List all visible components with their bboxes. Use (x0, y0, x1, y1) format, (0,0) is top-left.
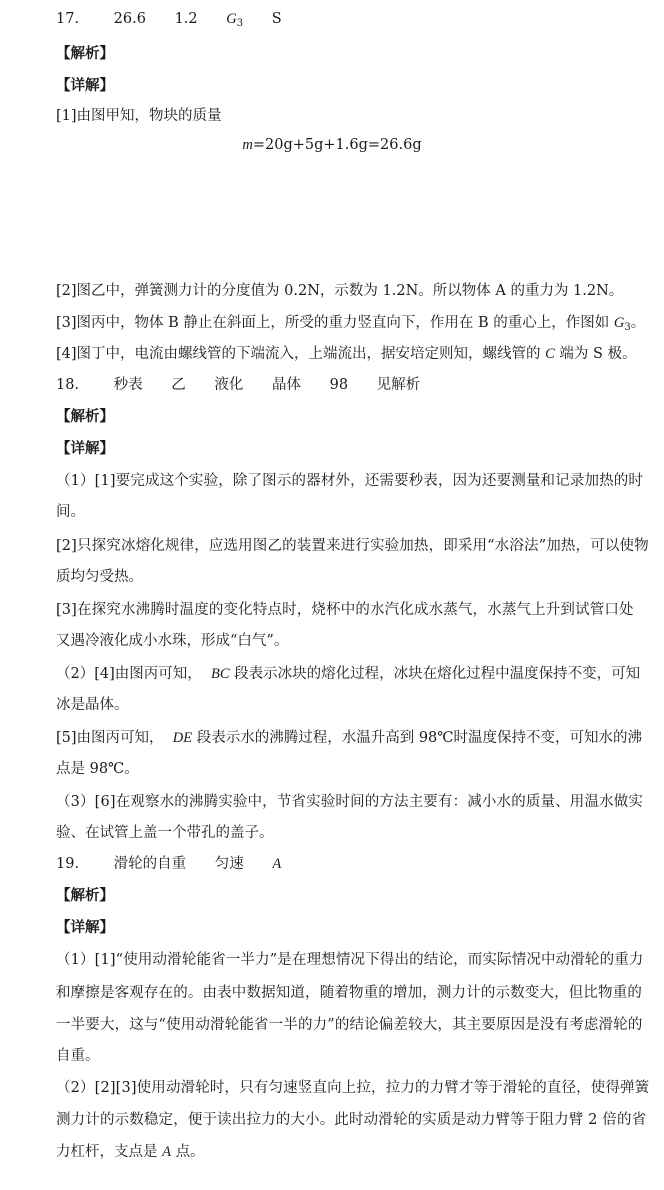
q18-paragraph-6a: （3）[6]在观察水的沸腾实验中，节省实验时间的方法主要有：减小水的质量、用温水做实 (56, 794, 644, 810)
q17-answer-line (56, 10, 306, 28)
q18-answer-1: 秒表 (113, 377, 143, 393)
q17-analysis-heading: 【解析】 (56, 45, 114, 62)
q18-answer-6: 见解析 (376, 377, 421, 393)
q17-paragraph-1: [1]由图甲知，物块的质量 (56, 108, 222, 124)
q19-answer-line (56, 855, 305, 873)
q18-paragraph-6b: 验、在试管上盖一个带孔的盖子。 (56, 825, 274, 841)
q19-answer-2: 匀速 (214, 856, 244, 872)
q17-number: 17. (56, 11, 80, 27)
q19-detail-heading: 【详解】 (56, 919, 114, 936)
q18-paragraph-4a: （2）[4]由图丙可知， BC 段表示冰块的熔化过程，冰块在熔化过程中温度保持不变，可知 (56, 666, 641, 682)
q19-paragraph-1b: 和摩擦是客观存在的。由表中数据知道，随着物重的增加，测力计的示数变大，但比物重的 (56, 985, 642, 1001)
q18-number: 18. (56, 377, 80, 393)
q18-answer-2: 乙 (171, 377, 186, 393)
q17-paragraph-3: [3]图丙中，物体 B 静止在斜面上，所受的重力竖直向下，作用在 B 的重心上，作图如 $G_3$。 (56, 315, 646, 333)
q18-paragraph-1b: 间。 (56, 504, 85, 520)
q19-paragraph-2b: 测力计的示数稳定，便于读出拉力的大小。此时动滑轮的实质是动力臂等于阻力臂 2 倍的省 (56, 1112, 647, 1128)
q17-answer-3: $G_3$ (226, 11, 244, 29)
q19-paragraph-1c: 一半要大，这与“使用动滑轮能省一半的力”的结论偏差较大，其主要原因是没有考虑滑轮的 (56, 1017, 643, 1033)
q18-answer-5: 98 (329, 377, 349, 393)
q18-answer-line (56, 376, 444, 394)
q18-answer-3: 液化 (214, 377, 244, 393)
q18-paragraph-3a: [3]在探究水沸腾时温度的变化特点时，烧杯中的水汽化成水蒸气，水蒸气上升到试管口处 (56, 602, 634, 618)
q18-paragraph-2a: [2]只探究冰熔化规律，应选用图乙的装置来进行实验加热，即采用“水浴法”加热，可以使物 (56, 538, 649, 554)
q17-paragraph-2: [2]图乙中，弹簧测力计的分度值为 0.2N，示数为 1.2N。所以物体 A 的重力为 1.2N。 (56, 283, 624, 299)
q19-paragraph-2c: 力杠杆，支点是 A 点。 (56, 1144, 205, 1160)
q19-answer-1: 滑轮的自重 (113, 856, 187, 872)
q17-paragraph-4: [4]图丁中，电流由螺线管的下端流入，上端流出，据安培定则知，螺线管的 C 端为 S 极。 (56, 346, 637, 362)
q18-analysis-heading: 【解析】 (56, 408, 114, 425)
q17-answer-2: 1.2 (174, 11, 198, 27)
q18-paragraph-2b: 质均匀受热。 (56, 569, 143, 585)
q18-paragraph-1a: （1）[1]要完成这个实验，除了图示的器材外，还需要秒表，因为还要测量和记录加热的时 (56, 473, 644, 489)
q18-paragraph-5a: [5]由图丙可知， DE 段表示水的沸腾过程，水温升高到 98℃时温度保持不变，可知水的沸 (56, 730, 642, 746)
q17-answer-4: S (271, 11, 282, 27)
q18-detail-heading: 【详解】 (56, 440, 114, 457)
q19-paragraph-1d: 自重。 (56, 1048, 100, 1064)
q19-analysis-heading: 【解析】 (56, 887, 114, 904)
q18-paragraph-5b: 点是 98℃。 (56, 761, 139, 777)
q18-answer-4: 晶体 (272, 377, 301, 393)
q17-answer-1: 26.6 (113, 11, 146, 27)
q19-paragraph-1a: （1）[1]“使用动滑轮能省一半力”是在理想情况下得出的结论，而实际情况中动滑轮的重力 (56, 952, 644, 968)
q18-paragraph-3b: 又遇冷液化成小水珠，形成“白气”。 (56, 633, 289, 649)
q17-mass-formula: m=20g+5g+1.6g=26.6g (242, 137, 422, 153)
q17-detail-heading: 【详解】 (56, 77, 114, 94)
q18-paragraph-4b: 冰是晶体。 (56, 697, 129, 713)
q19-answer-3: A (272, 856, 282, 872)
q19-paragraph-2a: （2）[2][3]使用动滑轮时，只有匀速竖直向上拉，拉力的力臂才等于滑轮的直径，使得弹簧 (56, 1080, 650, 1096)
q19-number: 19. (56, 856, 80, 872)
